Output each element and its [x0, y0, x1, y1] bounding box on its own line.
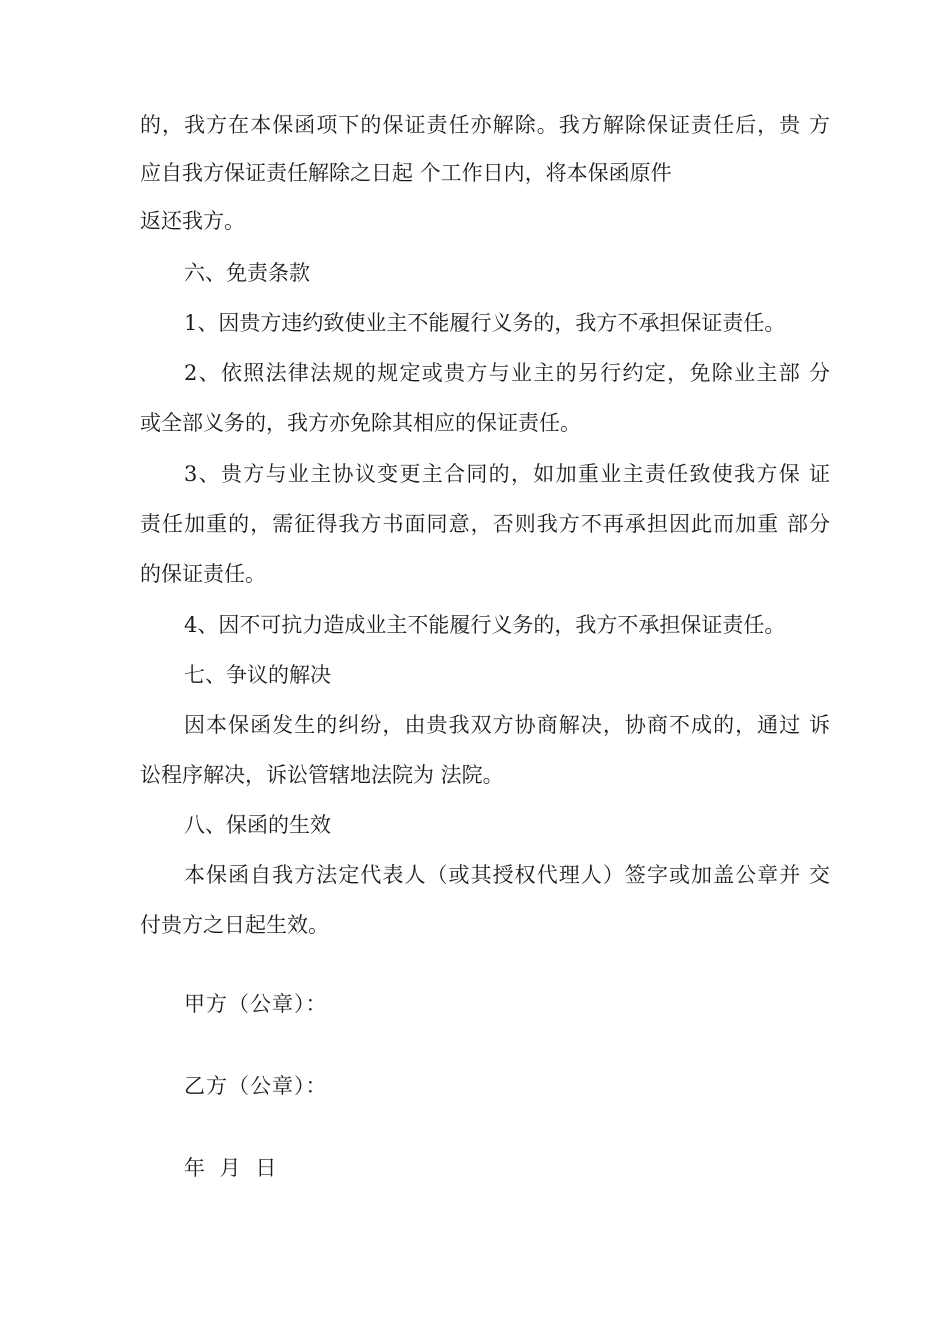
section7-body-line-1: 因本保函发生的纠纷，由贵我双方协商解决，协商不成的，通过 诉: [184, 713, 830, 737]
clause5-line-2: 应自我方保证责任解除之日起 个工作日内，将本保函原件: [140, 161, 672, 185]
section8-body-line-1: 本保函自我方法定代表人（或其授权代理人）签字或加盖公章并 交: [184, 863, 830, 887]
section6-item-2-line-2: 或全部义务的，我方亦免除其相应的保证责任。: [140, 411, 581, 435]
section7-body-line-2: 讼程序解决，诉讼管辖地法院为 法院。: [140, 763, 504, 787]
section6-item-3-line-1: 3、贵方与业主协议变更主合同的，如加重业主责任致使我方保 证: [184, 462, 830, 486]
section6-item-2-line-1: 2、依照法律法规的规定或贵方与业主的另行约定，免除业主部 分: [184, 361, 830, 385]
section8-body-line-2: 付贵方之日起生效。: [140, 913, 329, 937]
section6-item-3-line-3: 的保证责任。: [140, 562, 266, 586]
party-b-seal-label: 乙方（公章）：: [184, 1074, 328, 1098]
section6-item-4: 4、因不可抗力造成业主不能履行义务的，我方不承担保证责任。: [184, 613, 786, 637]
section6-heading: 六、免责条款: [184, 261, 310, 285]
section8-heading: 八、保函的生效: [184, 813, 331, 837]
section6-item-3-line-2: 责任加重的，需征得我方书面同意，否则我方不再承担因此而加重 部分: [140, 512, 830, 536]
date-line: 年 月 日: [184, 1156, 278, 1180]
clause5-line-3: 返还我方。: [140, 209, 245, 233]
section7-heading: 七、争议的解决: [184, 663, 331, 687]
party-a-seal-label: 甲方（公章）：: [184, 992, 328, 1016]
clause5-line-1: 的，我方在本保函项下的保证责任亦解除。我方解除保证责任后，贵 方: [140, 113, 830, 137]
section6-item-1: 1、因贵方违约致使业主不能履行义务的，我方不承担保证责任。: [184, 311, 786, 335]
